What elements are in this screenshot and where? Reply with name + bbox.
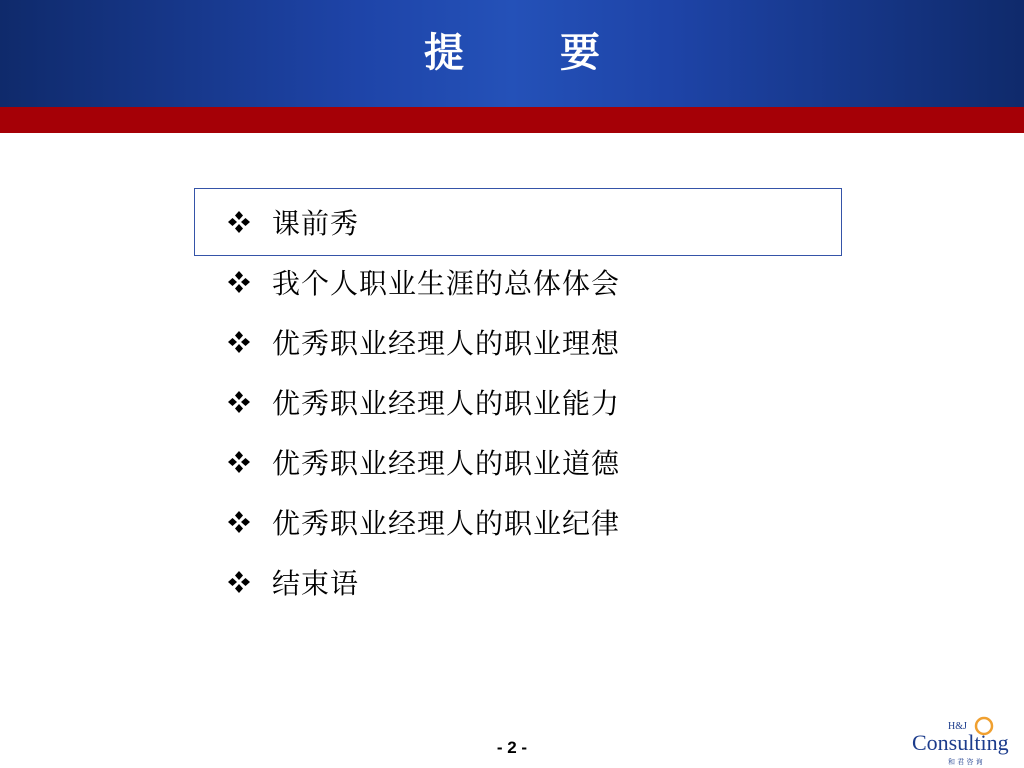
four-diamond-bullet-icon <box>226 209 252 235</box>
agenda-list <box>226 192 620 612</box>
red-accent-band <box>0 107 1024 133</box>
four-diamond-bullet-icon <box>226 389 252 415</box>
page-number: - 2 - <box>496 738 528 757</box>
logo-top-text: H&J <box>948 721 967 732</box>
logo-name: Consulting <box>912 730 1009 755</box>
four-diamond-bullet-icon <box>226 329 252 355</box>
agenda-item-label: 结束语 <box>272 567 360 600</box>
agenda-item-label: 优秀职业经理人的职业道德 <box>272 447 621 480</box>
agenda-item-1 <box>226 192 620 252</box>
logo-subtitle: 和 君 咨 询 <box>948 758 983 766</box>
agenda-item-label: 课前秀 <box>272 207 360 240</box>
agenda-item-label: 优秀职业经理人的职业理想 <box>272 327 621 360</box>
agenda-item-label: 我个人职业生涯的总体体会 <box>272 267 621 300</box>
agenda-item-2 <box>226 252 620 312</box>
agenda-item-3 <box>226 312 620 372</box>
agenda-item-5 <box>226 432 620 492</box>
agenda-item-7 <box>226 552 620 612</box>
agenda-item-label: 优秀职业经理人的职业纪律 <box>272 507 621 540</box>
four-diamond-bullet-icon <box>226 569 252 595</box>
four-diamond-bullet-icon <box>226 449 252 475</box>
agenda-item-4 <box>226 372 620 432</box>
page-title: 提 要 <box>424 30 628 76</box>
four-diamond-bullet-icon <box>226 509 252 535</box>
hj-consulting-logo <box>908 712 1018 768</box>
agenda-item-label: 优秀职业经理人的职业能力 <box>272 387 621 420</box>
agenda-item-6 <box>226 492 620 552</box>
four-diamond-bullet-icon <box>226 269 252 295</box>
